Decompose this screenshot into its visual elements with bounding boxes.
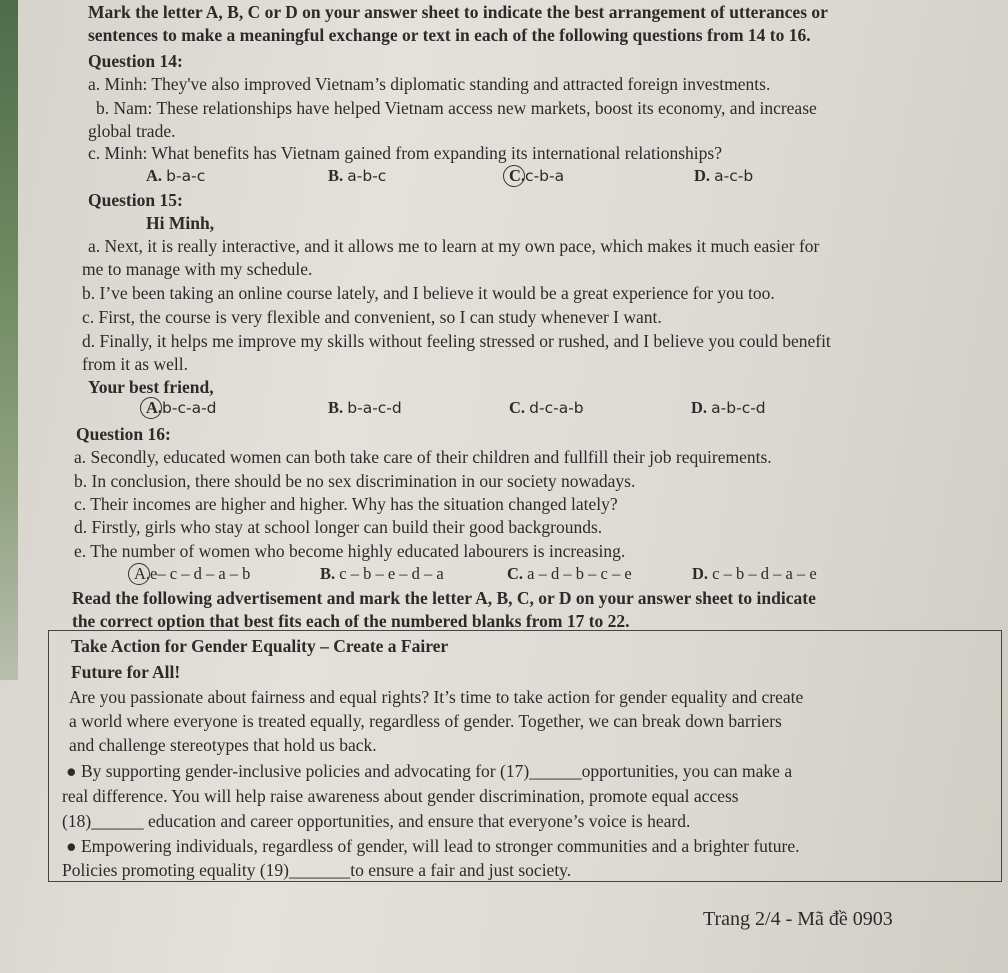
option-text: b-c-a-d (162, 399, 217, 417)
instruction-line-1: Mark the letter A, B, C or D on your answer sheet to indicate the best arrangement of utterances or (88, 2, 828, 22)
option-text: a-b-c-d (711, 399, 766, 417)
q15-greeting: Hi Minh, (146, 213, 215, 233)
q15-line-d1: d. Finally, it helps me improve my skills without feeling stressed or rushed, and I believe you could benefit (82, 331, 831, 351)
reading-instruction-line-2: the correct option that best fits each of the numbered blanks from 17 to 22. (72, 611, 630, 631)
q14-option-d[interactable] (694, 166, 753, 186)
ad-paragraph-line-3: and challenge stereotypes that hold us back. (69, 735, 377, 755)
option-letter: D. (691, 398, 708, 417)
q16-line-e: e. The number of women who become highly educated labourers is increasing. (74, 541, 626, 561)
option-letter: A. (146, 398, 163, 417)
q15-line-a1: a. Next, it is really interactive, and it allows me to learn at my own pace, which makes it much easier for (88, 236, 820, 256)
reading-instruction-line-1: Read the following advertisement and mark the letter A, B, C, or D on your answer sheet to indicate (72, 588, 816, 608)
ad-title-line-1: Take Action for Gender Equality – Create a Fairer (71, 636, 449, 656)
q15-closing: Your best friend, (88, 377, 214, 397)
option-text: c – b – d – a – e (712, 564, 817, 583)
option-text: a-b-c (347, 167, 387, 185)
q15-line-b: b. I’ve been taking an online course lately, and I believe it would be a great experience for you too. (82, 283, 775, 303)
option-letter: C. (507, 564, 524, 583)
option-text: a-c-b (714, 167, 754, 185)
q14-option-c[interactable] (509, 166, 564, 186)
option-text: c-b-a (525, 167, 565, 185)
q15-line-c: c. First, the course is very flexible and convenient, so I can study whenever I want. (82, 307, 662, 327)
q15-line-a2: me to manage with my schedule. (82, 259, 313, 279)
option-letter: B. (320, 564, 336, 583)
q14-line-c: c. Minh: What benefits has Vietnam gained from expanding its international relationships? (88, 143, 722, 163)
q16-line-c: c. Their incomes are higher and higher. Why has the situation changed lately? (74, 494, 618, 514)
option-text: d-c-a-b (529, 399, 584, 417)
q14-line-b2: global trade. (88, 121, 176, 141)
ad-bullet-2: ● Empowering individuals, regardless of gender, will lead to stronger communities and a brighter future. (66, 836, 800, 856)
ad-last-line: Policies promoting equality (19)_______to ensure a fair and just society. (62, 860, 572, 880)
q16-line-a: a. Secondly, educated women can both take care of their children and fullfill their job requirements. (74, 447, 772, 467)
option-text: e– c – d – a – b (150, 564, 251, 583)
q14-option-b[interactable] (328, 166, 386, 186)
question-15-title: Question 15: (88, 190, 183, 210)
ad-title-line-2: Future for All! (71, 662, 181, 682)
q15-option-c[interactable] (509, 398, 584, 418)
option-letter: C. (509, 398, 526, 417)
q16-option-a[interactable] (134, 564, 250, 584)
option-letter: A. (146, 166, 163, 185)
q14-line-a: a. Minh: They've also improved Vietnam’s diplomatic standing and attracted foreign investments. (88, 74, 771, 94)
q16-option-c[interactable] (507, 564, 632, 584)
ad-bullet-1-line-3: (18)______ education and career opportunities, and ensure that everyone’s voice is heard. (62, 811, 691, 831)
option-letter: B. (328, 166, 344, 185)
q16-option-b[interactable] (320, 564, 444, 584)
q16-line-b: b. In conclusion, there should be no sex discrimination in our society nowadays. (74, 471, 636, 491)
ad-bullet-1-line-1: ● By supporting gender-inclusive policies and advocating for (17)______opportunities, you can make a (66, 761, 793, 781)
option-text: b-a-c (166, 167, 206, 185)
ad-paragraph-line-2: a world where everyone is treated equally, regardless of gender. Together, we can break down barriers (69, 711, 782, 731)
option-text: c – b – e – d – a (339, 564, 444, 583)
q14-line-b1: b. Nam: These relationships have helped Vietnam access new markets, boost its economy, and increase (96, 98, 817, 118)
page-footer: Trang 2/4 - Mã đề 0903 (703, 908, 893, 930)
option-letter: B. (328, 398, 344, 417)
ad-paragraph-line-1: Are you passionate about fairness and equal rights? It’s time to take action for gender equality and create (69, 687, 804, 707)
q15-option-d[interactable] (691, 398, 766, 418)
option-text: b-a-c-d (347, 399, 402, 417)
q16-line-d: d. Firstly, girls who stay at school longer can build their good backgrounds. (74, 517, 603, 537)
option-letter: D. (694, 166, 711, 185)
q14-option-a[interactable] (146, 166, 205, 186)
option-text: a – d – b – c – e (527, 564, 632, 583)
q16-option-d[interactable] (692, 564, 817, 584)
question-16-title: Question 16: (76, 424, 171, 444)
instruction-line-2: sentences to make a meaningful exchange or text in each of the following questions from 14 to 16. (88, 25, 811, 45)
q15-line-d2: from it as well. (82, 354, 188, 374)
q15-option-a[interactable] (146, 398, 217, 418)
question-14-title: Question 14: (88, 51, 183, 71)
option-letter: C. (509, 166, 526, 185)
q15-option-b[interactable] (328, 398, 402, 418)
ad-bullet-1-line-2: real difference. You will help raise awareness about gender discrimination, promote equal access (62, 786, 739, 806)
option-letter: A. (134, 564, 151, 583)
option-letter: D. (692, 564, 709, 583)
